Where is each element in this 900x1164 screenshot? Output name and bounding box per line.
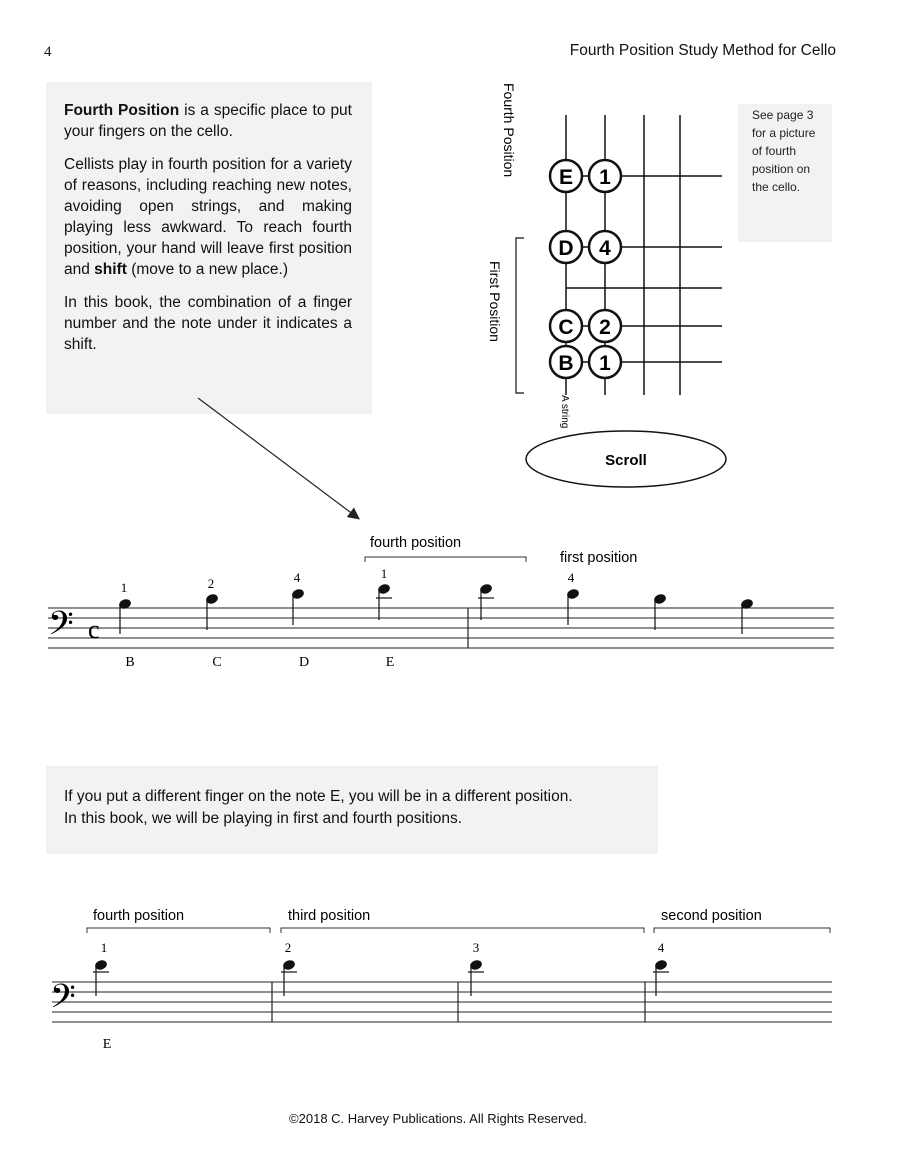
fingering-number: 2 (207, 576, 215, 591)
shift-term: shift (94, 261, 127, 278)
fingering-number: 1 (120, 580, 128, 595)
middle-text-box (46, 766, 658, 854)
a-string-label: A string (559, 395, 570, 429)
bracket-label: fourth position (93, 908, 185, 924)
note-name: B (125, 655, 135, 670)
finger-4: 4 (599, 237, 611, 260)
finger-1-lower: 1 (599, 352, 611, 375)
note-b-letter: B (558, 352, 574, 375)
bracket-label: third position (288, 908, 371, 924)
note-c-letter: C (558, 316, 574, 339)
finger-1-upper: 1 (599, 166, 611, 189)
fingering-number: 4 (293, 570, 301, 585)
fingering-number: 1 (380, 566, 388, 581)
fingering-number: 1 (100, 940, 108, 955)
first-position-bracket (516, 238, 524, 393)
note-name: D (298, 655, 310, 670)
intro-p2-after: (move to a new place.) (126, 261, 288, 278)
intro-p1-rest: is a specific place to put your fingers on the cello. (64, 102, 352, 140)
fingering-number: 4 (657, 940, 665, 955)
fourth-position-label: Fourth Position (501, 83, 517, 178)
intro-paragraph-3: In this book, the combination of a finger number and the note under it indicates a shift. (64, 294, 352, 353)
common-time-icon: c (88, 615, 100, 644)
page-number: 4 (44, 44, 52, 60)
page-title: Fourth Position Study Method for Cello (569, 42, 836, 59)
bass-clef-icon: 𝄢 (48, 605, 74, 651)
note-d-letter: D (558, 237, 574, 260)
middle-text-line-1: If you put a different finger on the note E, you will be in a different position. (64, 788, 573, 805)
scroll-label: Scroll (605, 452, 647, 469)
third-position-bracket (281, 928, 644, 933)
second-position-bracket (654, 928, 830, 933)
copyright-footer: ©2018 C. Harvey Publications. All Rights Reserved. (289, 1111, 587, 1126)
fingering-number: 2 (284, 940, 292, 955)
fourth-position-bracket (365, 557, 526, 562)
middle-text-line-2: In this book, we will be playing in first and fourth positions. (64, 810, 463, 827)
note-name: E (385, 655, 395, 670)
fourth-position-term: Fourth Position (64, 102, 180, 119)
bracket-label: second position (661, 908, 762, 924)
staff-1 (0, 520, 900, 690)
fourth-position-bracket (87, 928, 270, 933)
intro-p2-before: Cellists play in fourth position for a variety of reasons, including reaching new notes, avoiding open strings, and making playing less awkward. To reach fourth position, your hand will leave first position and (64, 156, 352, 278)
fingering-number: 4 (567, 570, 575, 585)
fingering-number: 3 (472, 940, 480, 955)
finger-2: 2 (599, 316, 611, 339)
first-position-label: First Position (487, 261, 503, 342)
bracket-label-fourth: fourth position (370, 535, 462, 551)
label-first-position: first position (560, 550, 638, 566)
fingerboard-diagram (470, 75, 740, 495)
bass-clef-icon: 𝄢 (50, 978, 76, 1024)
note-name: C (212, 655, 222, 670)
note-e-letter: E (558, 166, 574, 189)
side-note: See page 3 for a picture of fourth position on the cello. (738, 104, 832, 242)
staff-2 (0, 900, 900, 1060)
note-name: E (102, 1037, 112, 1052)
